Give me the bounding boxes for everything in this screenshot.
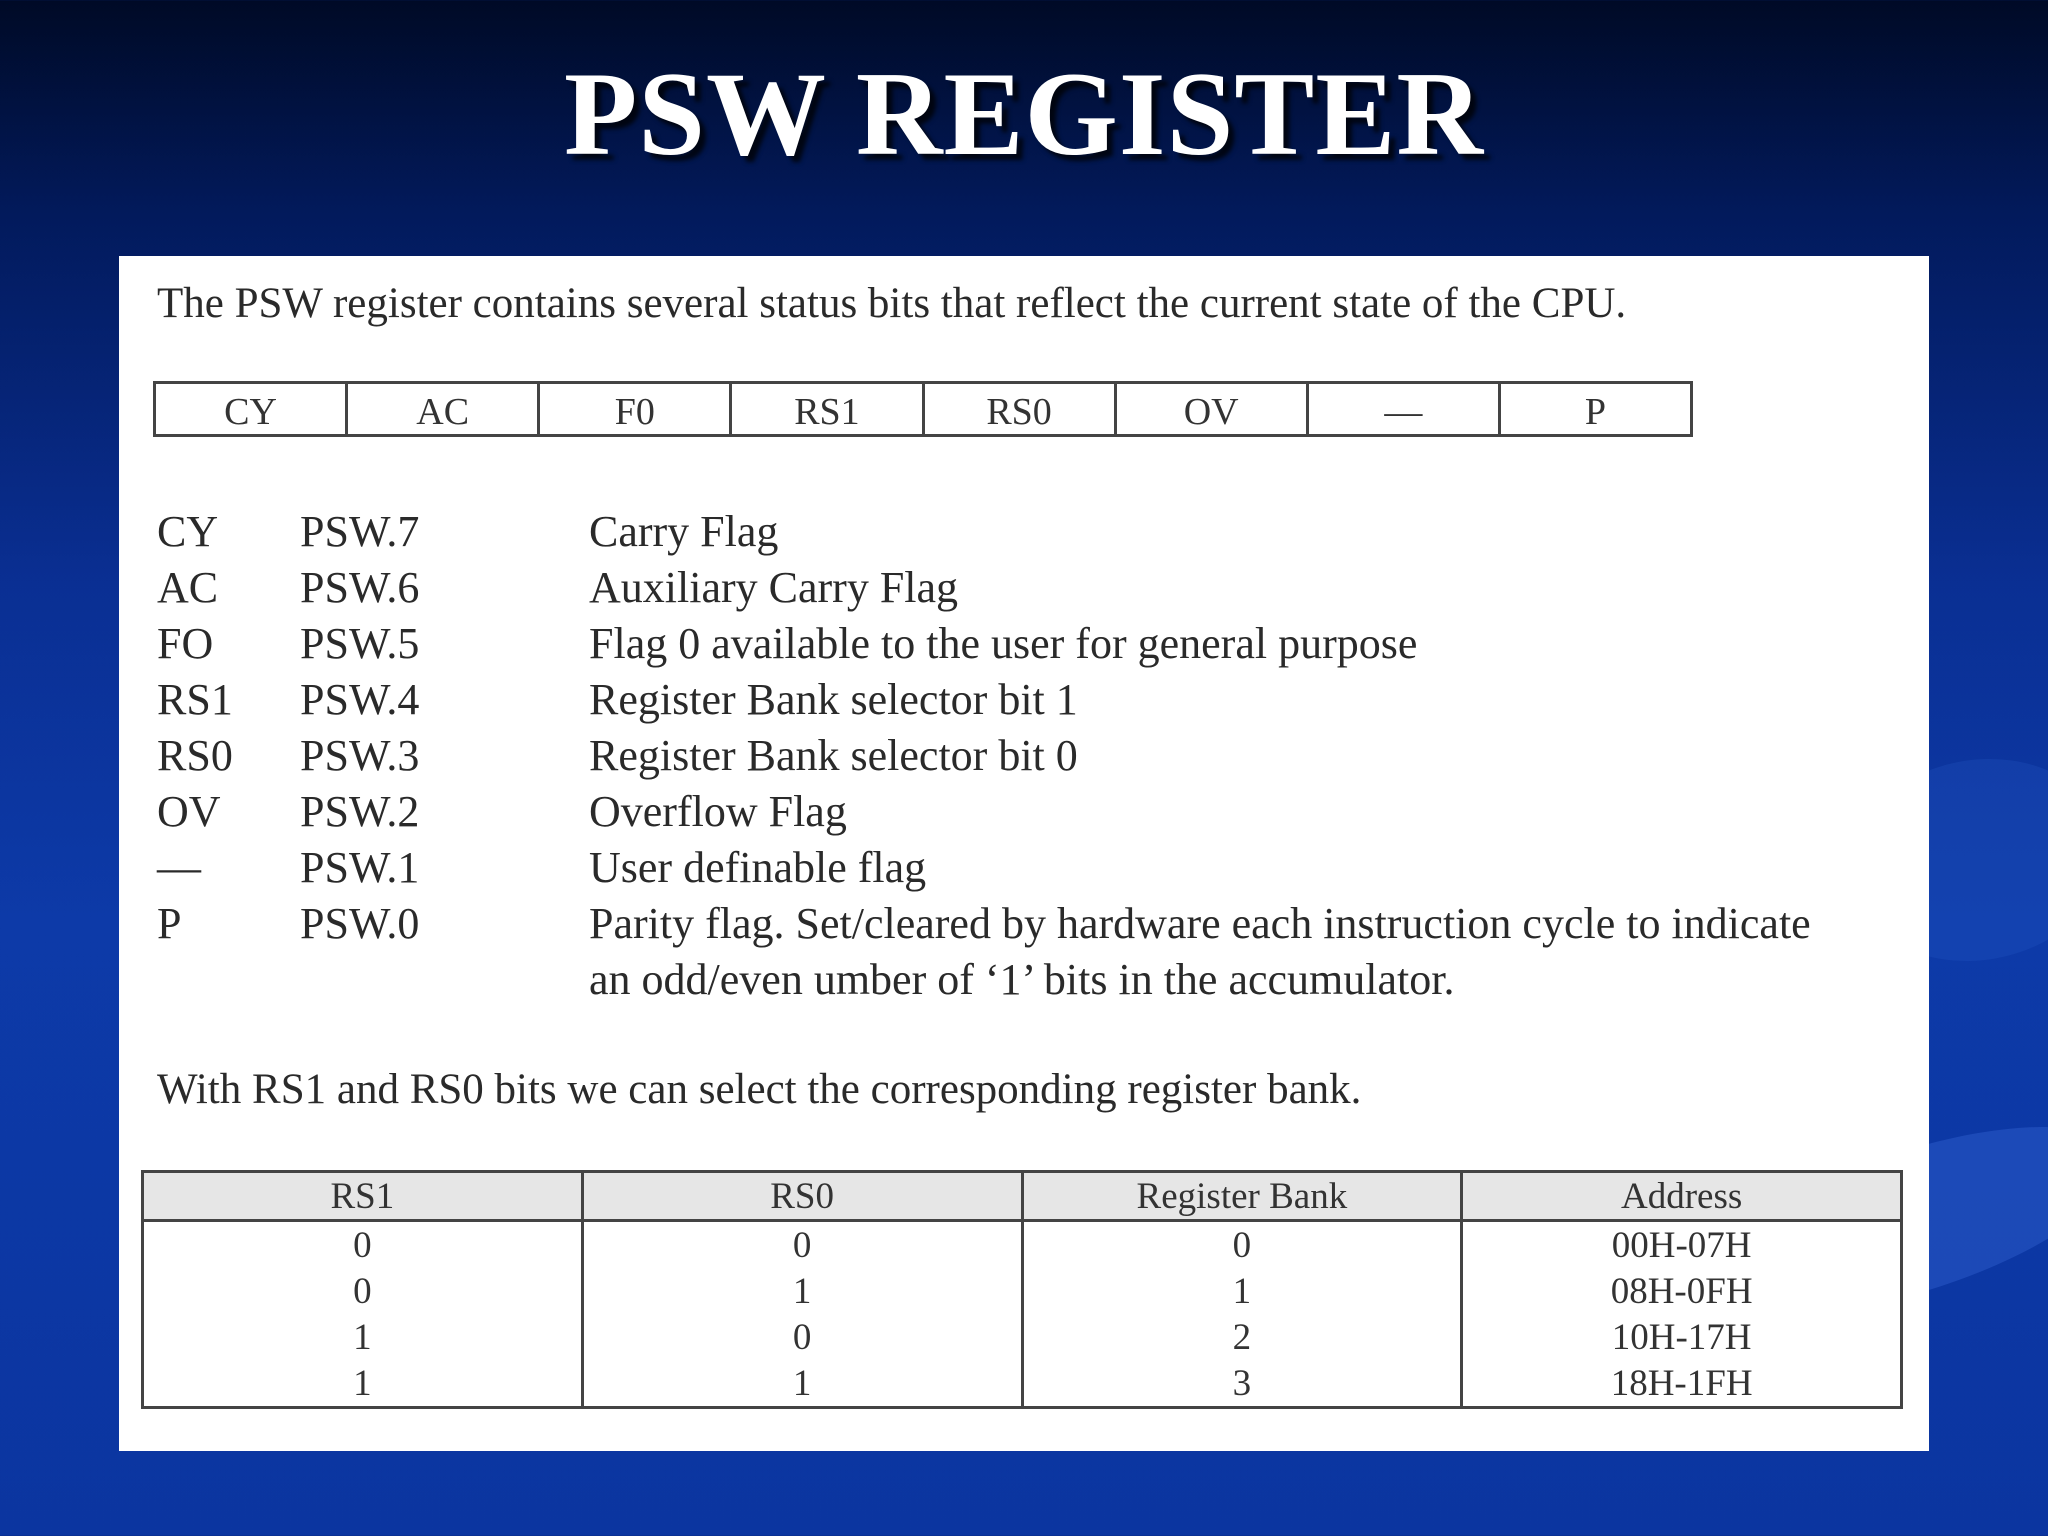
table-cell: 1: [582, 1360, 1022, 1408]
slide-title: PSW REGISTER: [563, 47, 1485, 180]
table-cell: 18H-1FH: [1462, 1360, 1902, 1408]
flag-description: Register Bank selector bit 0: [589, 731, 1078, 780]
flag-name: OV: [157, 787, 221, 836]
flag-name: RS1: [157, 675, 233, 724]
flag-name: CY: [157, 507, 219, 556]
table-cell: 1: [143, 1360, 583, 1408]
table-cell: 1: [1022, 1268, 1462, 1314]
table-cell: 0: [143, 1268, 583, 1314]
document-panel: [119, 256, 1929, 1451]
flag-bit: PSW.2: [300, 787, 420, 836]
intro-text: The PSW register contains several status bits that reflect the current state of the CPU.: [157, 280, 1627, 327]
flag-name: P: [157, 899, 182, 948]
table-row: [143, 1268, 1902, 1314]
flag-bit: PSW.7: [300, 507, 420, 556]
flag-description: Parity flag. Set/cleared by hardware each instruction cycle to indicate an odd/even umber of ‘1’ bits in the accumulator.: [589, 899, 1811, 1004]
flag-name: —: [157, 843, 201, 892]
table-cell: 0: [1022, 1221, 1462, 1269]
flag-bit: PSW.4: [300, 675, 420, 724]
flag-description: Auxiliary Carry Flag: [589, 563, 959, 612]
column-header: RS1: [143, 1172, 583, 1221]
column-header: RS0: [582, 1172, 1022, 1221]
bit-cell: P: [1499, 383, 1691, 436]
table-cell: 0: [582, 1221, 1022, 1269]
table-cell: 0: [143, 1221, 583, 1269]
column-header: Address: [1462, 1172, 1902, 1221]
bit-layout-row: [155, 383, 1692, 436]
flag-name: RS0: [157, 731, 233, 780]
flag-name: AC: [157, 563, 219, 612]
bank-select-note: With RS1 and RS0 bits we can select the corresponding register bank.: [157, 1066, 1362, 1113]
flag-bit: PSW.1: [300, 843, 420, 892]
table-cell: 3: [1022, 1360, 1462, 1408]
bit-cell: F0: [539, 383, 731, 436]
table-row: [143, 1314, 1902, 1360]
flag-description: Register Bank selector bit 1: [589, 675, 1078, 724]
register-bank-table: [141, 1170, 1903, 1409]
flag-description: Flag 0 available to the user for general purpose: [589, 619, 1418, 668]
column-header: Register Bank: [1022, 1172, 1462, 1221]
flag-name: FO: [157, 619, 214, 668]
bit-cell: CY: [155, 383, 347, 436]
table-row: [143, 1221, 1902, 1269]
table-cell: 08H-0FH: [1462, 1268, 1902, 1314]
flag-bit: PSW.0: [300, 899, 420, 948]
bit-cell: —: [1307, 383, 1499, 436]
flag-description: User definable flag: [589, 843, 927, 892]
flag-bit: PSW.6: [300, 563, 420, 612]
table-cell: 1: [582, 1268, 1022, 1314]
bit-cell: OV: [1115, 383, 1307, 436]
table-row: [143, 1360, 1902, 1408]
flag-description: Carry Flag: [589, 507, 779, 556]
flag-bit: PSW.3: [300, 731, 420, 780]
flag-bit: PSW.5: [300, 619, 420, 668]
bit-cell: RS1: [731, 383, 923, 436]
table-header-row: [143, 1172, 1902, 1221]
table-cell: 10H-17H: [1462, 1314, 1902, 1360]
flag-description: Overflow Flag: [589, 787, 847, 836]
table-cell: 0: [582, 1314, 1022, 1360]
table-cell: 1: [143, 1314, 583, 1360]
table-cell: 2: [1022, 1314, 1462, 1360]
bit-cell: RS0: [923, 383, 1115, 436]
bit-cell: AC: [347, 383, 539, 436]
table-cell: 00H-07H: [1462, 1221, 1902, 1269]
psw-bit-layout-table: [153, 381, 1693, 437]
